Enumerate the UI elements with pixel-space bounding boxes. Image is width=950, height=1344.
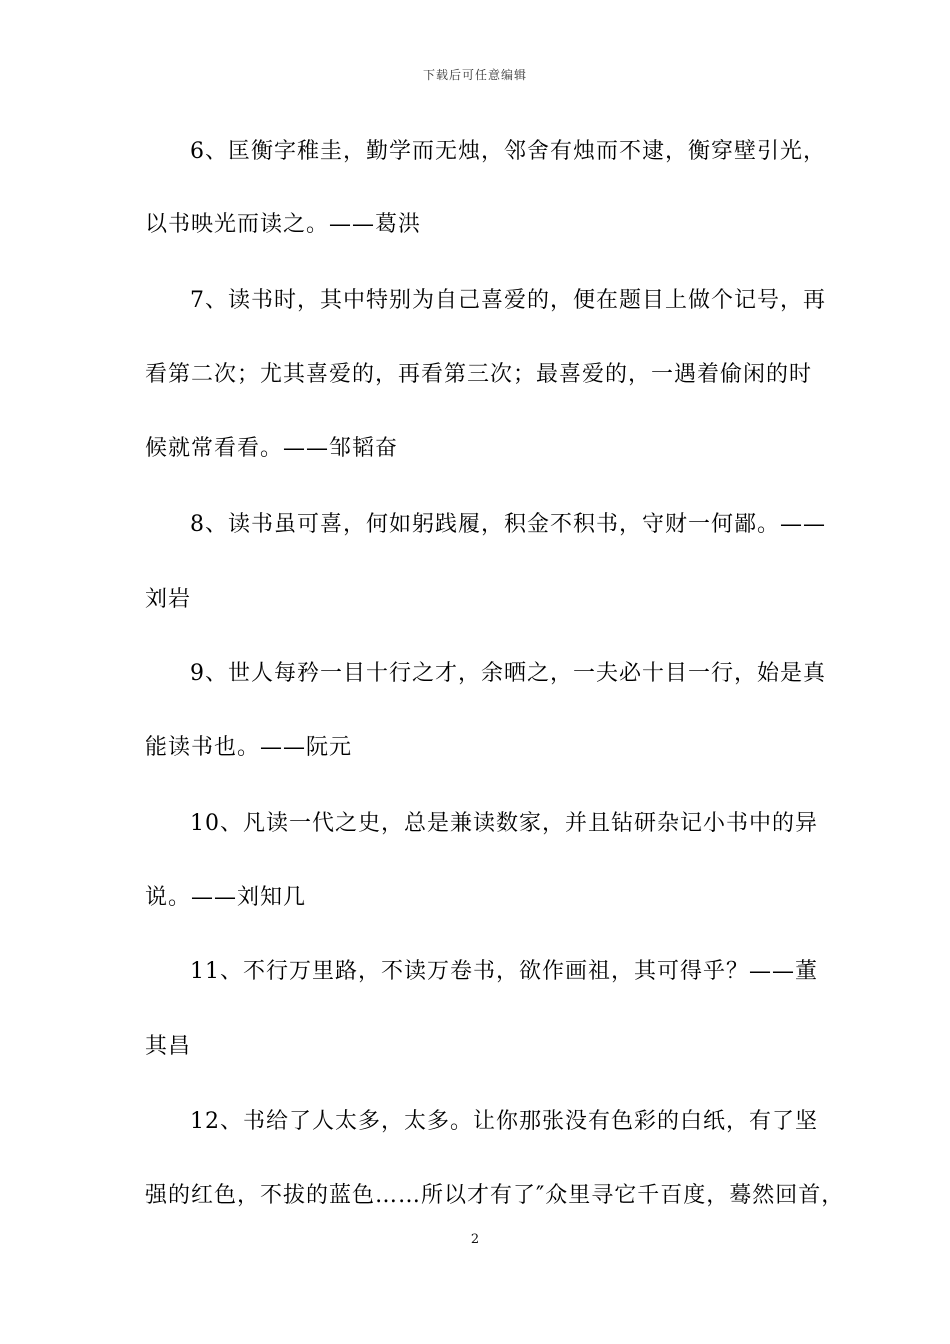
quote-6-line-1: 6、匡衡字稚圭，勤学而无烛，邻舍有烛而不逮，衡穿壁引光， bbox=[190, 139, 826, 164]
quote-7-line-1: 7、读书时，其中特别为自己喜爱的，便在题目上做个记号，再 bbox=[190, 288, 826, 313]
quote-12-line-1: 12、书给了人太多，太多。让你那张没有色彩的白纸，有了坚 bbox=[190, 1109, 818, 1134]
quote-8-line-2: 刘岩 bbox=[145, 587, 192, 612]
quote-8-line-1: 8、读书虽可喜，何如躬践履，积金不积书，守财一何鄙。—— bbox=[190, 512, 826, 537]
quote-6-line-2: 以书映光而读之。——葛洪 bbox=[145, 212, 422, 237]
quote-10-line-2: 说。——刘知几 bbox=[145, 885, 307, 910]
quote-7-line-2: 看第二次；尤其喜爱的，再看第三次；最喜爱的，一遇着偷闲的时 bbox=[145, 362, 813, 387]
quote-9-line-2: 能读书也。——阮元 bbox=[145, 735, 353, 760]
header-note: 下载后可任意编辑 bbox=[422, 68, 527, 82]
quote-11-line-2: 其昌 bbox=[145, 1034, 192, 1059]
quote-7-line-3: 候就常看看。——邹韬奋 bbox=[145, 436, 399, 461]
page-number: 2 bbox=[470, 1232, 480, 1247]
quote-9-line-1: 9、世人每矜一目十行之才，余晒之，一夫必十目一行，始是真 bbox=[190, 661, 826, 686]
quote-10-line-1: 10、凡读一代之史，总是兼读数家，并且钻研杂记小书中的异 bbox=[190, 811, 818, 836]
quote-12-line-2: 强的红色，不拔的蓝色……所以才有了″众里寻它千百度，蓦然回首， bbox=[145, 1183, 845, 1208]
quote-11-line-1: 11、不行万里路，不读万卷书，欲作画祖，其可得乎？——董 bbox=[190, 959, 818, 984]
